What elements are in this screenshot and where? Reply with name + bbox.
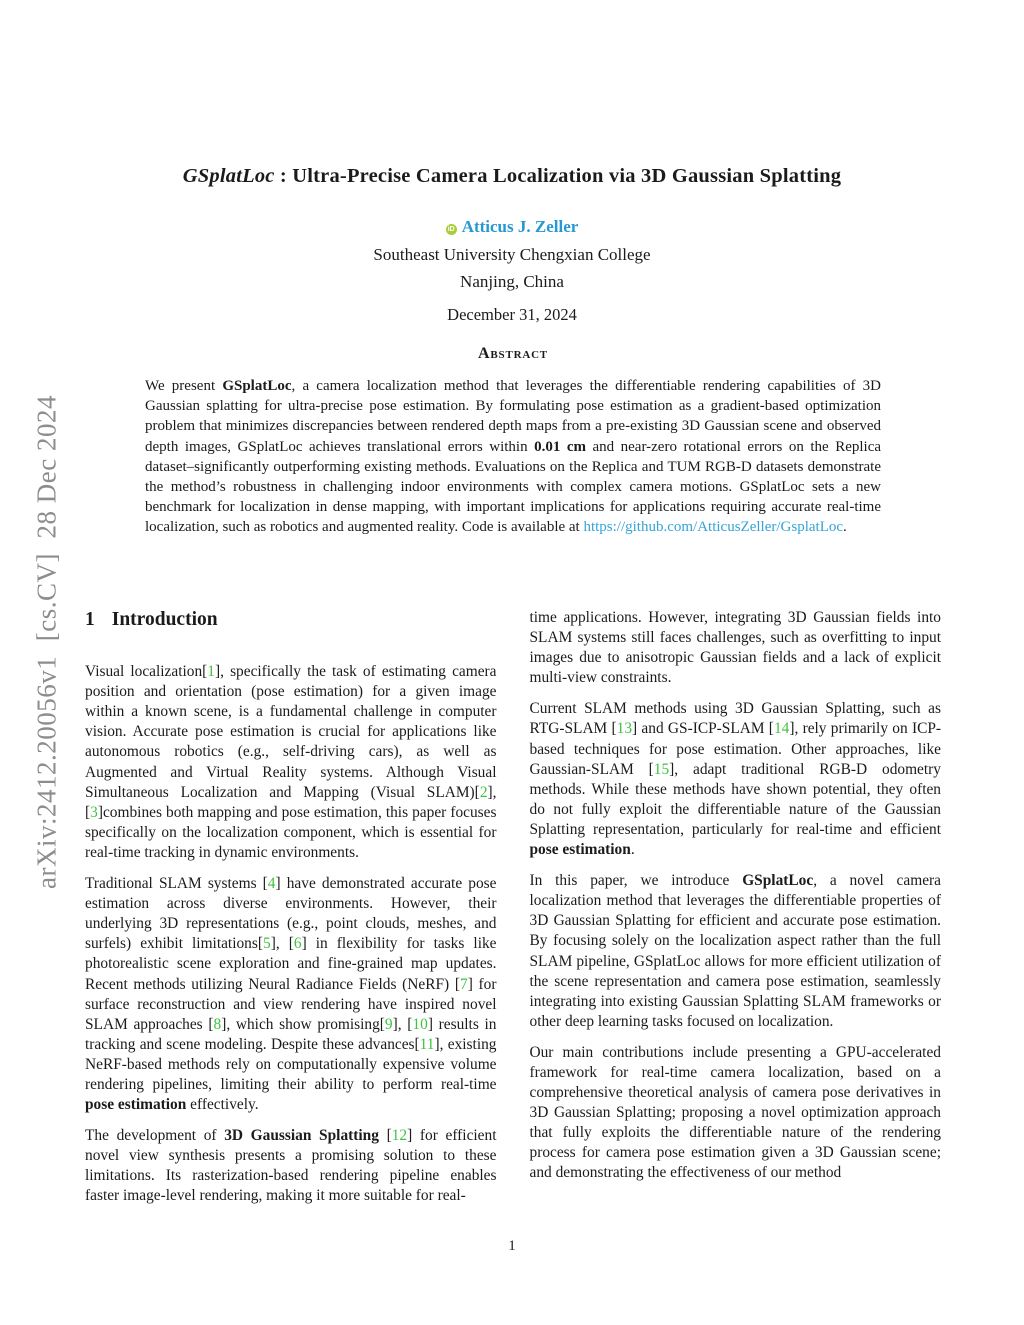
paragraph: Our main contributions include presenting a GPU-accelerated framework for real-time camera localization, based on a comprehensive theoretical analysis of camera pose derivatives in 3D Gaussian Splatting; proposing a novel optimization approach that fully exploits the differentiable nature of the rendering process for camera pose estimation given a 3D Gaussian scene; and demonstrating the effectiveness of our method bbox=[529, 1043, 941, 1182]
affiliation-location: Nanjing, China bbox=[460, 272, 564, 291]
body-columns bbox=[85, 608, 941, 1207]
title-method-name: GSplatLoc bbox=[182, 165, 275, 187]
abstract-text: We present GSplatLoc, a camera localization method that leverages the differentiable rendering capabilities of 3D Gaussian splatting for ultra-precise pose estimation. By formulating pose estimation as a gradient-based optimization problem that minimizes discrepancies between rendered depth maps from a pre-existing 3D Gaussian scene and observed depth images, GSplatLoc achieves translational errors within 0.01 cm and near-zero rotational errors on the Replica dataset–significantly outperforming existing methods. Evaluations on the Replica and TUM RGB-D datasets demonstrate the method’s robustness in challenging indoor environments with complex camera motions. GSplatLoc sets a new benchmark for localization in dense mapping, with important implications for applications requiring accurate real-time localization, such as robotics and augmented reality. Code is available at https://github.com/AtticusZeller/GsplatLoc. bbox=[145, 378, 882, 536]
paragraph: In this paper, we introduce GSplatLoc, a novel camera localization method that leverages the differentiable properties of 3D Gaussian Splatting for efficient and accurate pose estimation. By focusing solely on the localization aspect rather than the full SLAM pipeline, GSplatLoc allows for more efficient utilization of the scene representation and camera pose estimation, seamlessly integrating into existing Gaussian Splatting SLAM frameworks or other deep learning tasks focused on localization. bbox=[529, 872, 941, 1030]
paragraph: time applications. However, integrating 3D Gaussian fields into SLAM systems still faces challenges, such as overfitting to input images due to anisotropic Gaussian fields and a lack of explicit multi-view constraints. bbox=[529, 609, 941, 687]
left-column bbox=[85, 608, 497, 1207]
abstract-heading: Abstract bbox=[478, 345, 548, 362]
paragraph: Current SLAM methods using 3D Gaussian Splatting, such as RTG-SLAM [13] and GS-ICP-SLAM [14], rely primarily on ICP-based techniques for pose estimation. Other approaches, like Gaussian-SLAM [15], adapt traditional RGB-D odometry methods. While these methods have shown potential, they often do not fully exploit the differentiable nature of the Gaussian Splatting representation, particularly for real-time and efficient pose estimation. bbox=[529, 700, 942, 859]
author-name[interactable]: Atticus J. Zeller bbox=[461, 217, 579, 236]
section-number: 1 bbox=[85, 609, 95, 630]
title-rest: : Ultra-Precise Camera Localization via 3D Gaussian Splatting bbox=[274, 165, 842, 187]
section-heading-introduction bbox=[85, 610, 497, 630]
right-column bbox=[530, 608, 942, 1207]
author-line[interactable] bbox=[0, 217, 1024, 237]
affiliation: Southeast University Chengxian College bbox=[373, 245, 651, 264]
page-title bbox=[0, 165, 1024, 188]
paper-header bbox=[0, 165, 1024, 325]
arxiv-watermark: arXiv:2412.20056v1 [cs.CV] 28 Dec 2024 bbox=[31, 395, 62, 889]
section-title: Introduction bbox=[111, 609, 218, 630]
paragraph: Visual localization[1], specifically the task of estimating camera position and orientation (pose estimation) for a given image within a known scene, is a fundamental challenge in computer vision. Accurate pose estimation is crucial for applications like autonomous robotics (e.g., self-driving cars), as well as Augmented and Virtual Reality systems. Although Visual Simultaneous Localization and Mapping (Visual SLAM)[2], [3]combines both mapping and pose estimation, this paper focuses specifically on the localization component, which is essential for real-time tracking in dynamic environments. bbox=[85, 663, 497, 861]
abstract-section bbox=[145, 345, 881, 538]
paragraph: The development of 3D Gaussian Splatting [12] for efficient novel view synthesis presents a promising solution to these limitations. Its rasterization-based rendering pipeline enables faster image-level rendering, making it more suitable for real- bbox=[85, 1127, 497, 1205]
paper-date: December 31, 2024 bbox=[447, 305, 577, 324]
page-number: 1 bbox=[508, 1238, 516, 1254]
paragraph: Traditional SLAM systems [4] have demonstrated accurate pose estimation across diverse environments. However, their underlying 3D representations (e.g., point clouds, meshes, and surfels) exhibit limitations[5], [6] in flexibility for tasks like photorealistic scene exploration and fine-grained map updates. Recent methods utilizing Neural Radiance Fields (NeRF) [7] for surface reconstruction and view rendering have inspired novel SLAM approaches [8], which show promising[9], [10] results in tracking and scene modeling. Despite these advances[11], existing NeRF-based methods rely on computationally expensive volume rendering pipelines, limiting their ability to perform real-time pose estimation effectively. bbox=[85, 875, 497, 1114]
orcid-icon[interactable]: iD bbox=[447, 226, 455, 233]
